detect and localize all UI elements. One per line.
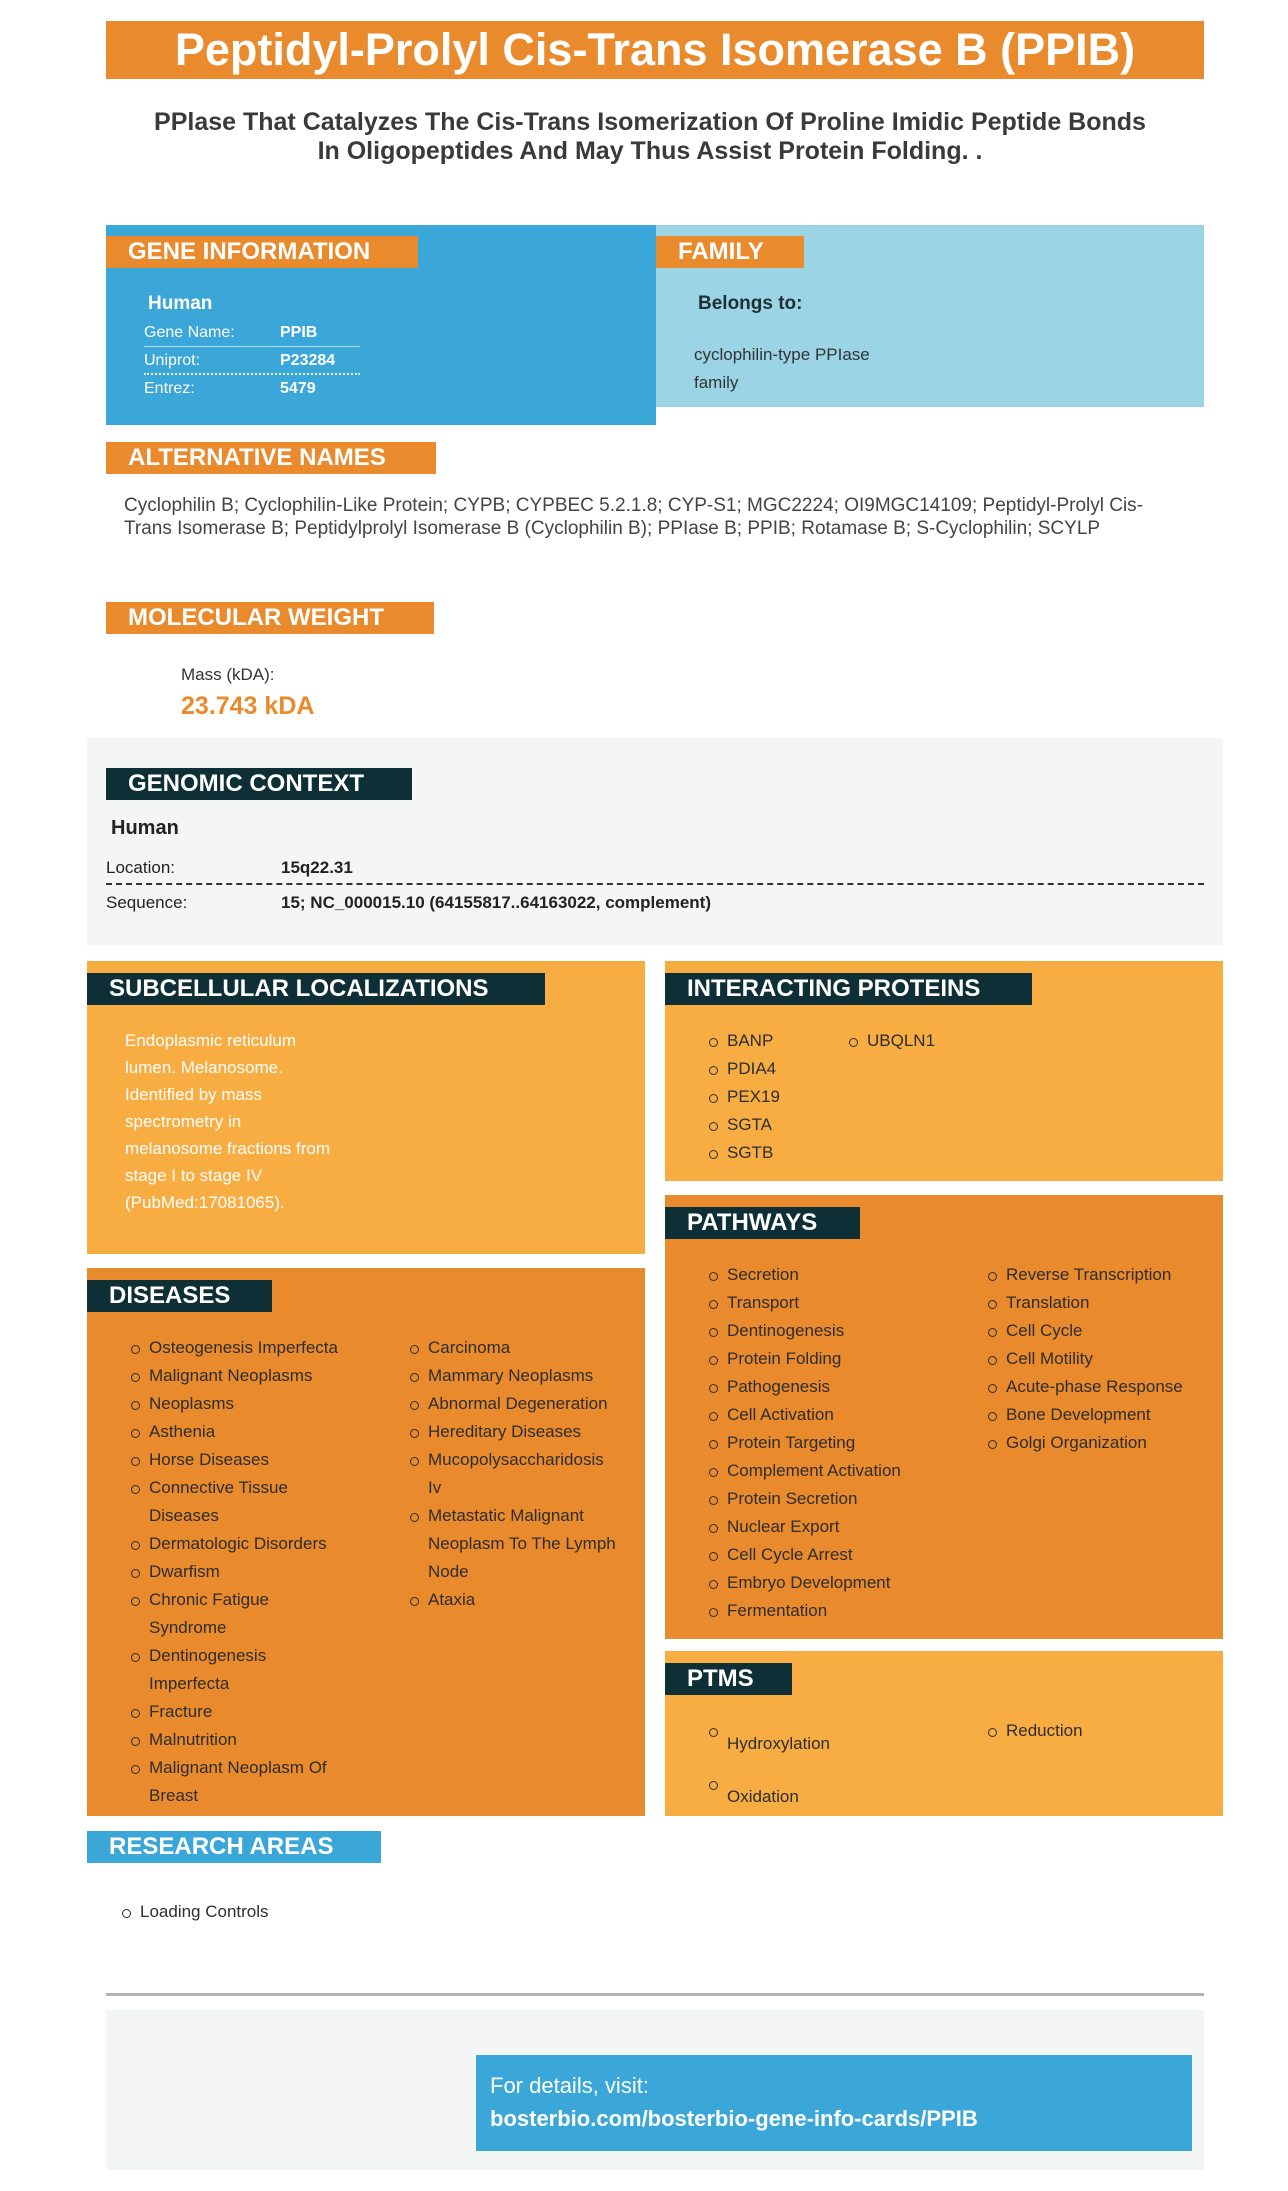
list-item: Metastatic Malignant Neoplasm To The Lymph Node bbox=[408, 1502, 633, 1586]
list-item: PDIA4 bbox=[707, 1055, 780, 1083]
sequence-label: Sequence: bbox=[106, 893, 188, 912]
list-item: SGTB bbox=[707, 1139, 780, 1167]
list-item: Acute-phase Response bbox=[986, 1373, 1183, 1401]
list-item: Horse Diseases bbox=[129, 1446, 379, 1474]
gene-name-row bbox=[144, 319, 360, 347]
list-item: Protein Targeting bbox=[707, 1429, 901, 1457]
list-item: Dentinogenesis Imperfecta bbox=[129, 1642, 314, 1698]
location-row bbox=[106, 851, 1204, 885]
ptms-list-col2 bbox=[986, 1717, 1083, 1745]
list-item: Cell Cycle bbox=[986, 1317, 1183, 1345]
list-item: Ataxia bbox=[408, 1586, 633, 1614]
genomic-context-panel bbox=[87, 738, 1223, 945]
list-item: BANP bbox=[707, 1027, 780, 1055]
interacting-list-col1 bbox=[707, 1027, 780, 1167]
list-item: Abnormal Degeneration bbox=[408, 1390, 633, 1418]
mass-label: Mass (kDA): bbox=[181, 665, 275, 684]
details-url[interactable]: bosterbio.com/bosterbio-gene-info-cards/PPIB bbox=[490, 2106, 978, 2131]
family-belongs-label: Belongs to: bbox=[698, 293, 803, 314]
diseases-panel bbox=[87, 1268, 645, 1816]
list-item: Hereditary Diseases bbox=[408, 1418, 633, 1446]
mass-value: 23.743 kDA bbox=[181, 692, 315, 720]
list-item: Oxidation bbox=[707, 1770, 830, 1823]
list-item: Chronic Fatigue Syndrome bbox=[129, 1586, 314, 1642]
list-item: Complement Activation bbox=[707, 1457, 901, 1485]
ptms-list-col1 bbox=[707, 1717, 830, 1823]
uniprot-value: P23284 bbox=[280, 352, 336, 369]
footer-panel bbox=[106, 2010, 1204, 2170]
ptms-heading: PTMS bbox=[665, 1663, 792, 1695]
page-title: Peptidyl-Prolyl Cis-Trans Isomerase B (PPIB) bbox=[106, 21, 1204, 79]
details-label: For details, visit: bbox=[490, 2073, 649, 2098]
subcellular-panel bbox=[87, 961, 645, 1254]
pathways-list-col2 bbox=[986, 1261, 1183, 1457]
list-item: Dentinogenesis bbox=[707, 1317, 901, 1345]
list-item: Protein Folding bbox=[707, 1345, 901, 1373]
family-heading: FAMILY bbox=[656, 236, 804, 268]
list-item: Malignant Neoplasm Of Breast bbox=[129, 1754, 339, 1810]
interacting-proteins-heading: INTERACTING PROTEINS bbox=[665, 973, 1032, 1005]
list-item: Fermentation bbox=[707, 1597, 901, 1625]
entrez-label: Entrez: bbox=[144, 380, 195, 397]
page-subtitle: PPlase That Catalyzes The Cis-Trans Isomerization Of Proline Imidic Peptide Bonds In Oligopeptides And May Thus Assist Protein Folding. . bbox=[154, 108, 1146, 165]
entrez-value: 5479 bbox=[280, 380, 316, 397]
interacting-list-col2 bbox=[847, 1027, 935, 1055]
footer-divider bbox=[106, 1993, 1204, 1996]
list-item: Carcinoma bbox=[408, 1334, 633, 1362]
uniprot-row bbox=[144, 347, 360, 375]
research-areas-heading: RESEARCH AREAS bbox=[87, 1831, 381, 1863]
list-item: Nuclear Export bbox=[707, 1513, 901, 1541]
list-item: Transport bbox=[707, 1289, 901, 1317]
gene-name-value: PPIB bbox=[280, 324, 318, 341]
list-item: Cell Cycle Arrest bbox=[707, 1541, 901, 1569]
list-item: SGTA bbox=[707, 1111, 780, 1139]
research-areas-list bbox=[120, 1898, 269, 1926]
diseases-list-col1 bbox=[129, 1334, 379, 1810]
alternative-names-text: Cyclophilin B; Cyclophilin-Like Protein; CYPB; CYPBEC 5.2.1.8; CYP-S1; MGC2224; OI9MGC14109; Peptidyl-Prolyl Cis-Trans Isomerase B; Peptidylprolyl Isomerase B (Cyclophilin B); PPIase B; PPIB; Rotamase B; S-Cyclophilin; SCYLP bbox=[124, 495, 1144, 539]
list-item: Osteogenesis Imperfecta bbox=[129, 1334, 379, 1362]
list-item: Embryo Development bbox=[707, 1569, 901, 1597]
list-item: Protein Secretion bbox=[707, 1485, 901, 1513]
entrez-row bbox=[144, 375, 360, 403]
pathways-panel bbox=[665, 1195, 1223, 1639]
list-item: Golgi Organization bbox=[986, 1429, 1183, 1457]
list-item: Dwarfism bbox=[129, 1558, 379, 1586]
location-label: Location: bbox=[106, 858, 175, 877]
list-item: Hydroxylation bbox=[707, 1717, 830, 1770]
interacting-proteins-panel bbox=[665, 961, 1223, 1181]
list-item: Mucopolysaccharidosis Iv bbox=[408, 1446, 618, 1502]
list-item: Pathogenesis bbox=[707, 1373, 901, 1401]
subcellular-heading: SUBCELLULAR LOCALIZATIONS bbox=[87, 973, 545, 1005]
family-value: cyclophilin-type PPIase family bbox=[694, 345, 870, 392]
list-item: Bone Development bbox=[986, 1401, 1183, 1429]
location-value: 15q22.31 bbox=[281, 858, 353, 877]
list-item: Dermatologic Disorders bbox=[129, 1530, 379, 1558]
genomic-context-heading: GENOMIC CONTEXT bbox=[106, 768, 412, 800]
details-link-box[interactable] bbox=[476, 2055, 1192, 2151]
list-item: Malnutrition bbox=[129, 1726, 379, 1754]
ptms-panel bbox=[665, 1651, 1223, 1816]
gene-information-heading: GENE INFORMATION bbox=[106, 236, 418, 268]
molecular-weight-heading: MOLECULAR WEIGHT bbox=[106, 602, 434, 634]
gene-name-label: Gene Name: bbox=[144, 324, 235, 341]
list-item: Reverse Transcription bbox=[986, 1261, 1183, 1289]
genomic-species: Human bbox=[111, 817, 179, 839]
list-item: Cell Motility bbox=[986, 1345, 1183, 1373]
list-item: Malignant Neoplasms bbox=[129, 1362, 379, 1390]
list-item: Connective Tissue Diseases bbox=[129, 1474, 314, 1530]
list-item: Mammary Neoplasms bbox=[408, 1362, 633, 1390]
list-item: Secretion bbox=[707, 1261, 901, 1289]
alternative-names-heading: ALTERNATIVE NAMES bbox=[106, 442, 436, 474]
list-item: Asthenia bbox=[129, 1418, 379, 1446]
subcellular-text: Endoplasmic reticulum lumen. Melanosome. Identified by mass spectrometry in melanosome fractions from stage I to stage IV (PubMed:17081065). bbox=[125, 1031, 331, 1212]
list-item: Loading Controls bbox=[120, 1898, 269, 1926]
diseases-list-col2 bbox=[408, 1334, 633, 1614]
uniprot-label: Uniprot: bbox=[144, 352, 201, 369]
list-item: Reduction bbox=[986, 1717, 1083, 1745]
list-item: Neoplasms bbox=[129, 1390, 379, 1418]
pathways-list-col1 bbox=[707, 1261, 901, 1625]
list-item: PEX19 bbox=[707, 1083, 780, 1111]
diseases-heading: DISEASES bbox=[87, 1280, 272, 1312]
pathways-heading: PATHWAYS bbox=[665, 1207, 860, 1239]
list-item: Translation bbox=[986, 1289, 1183, 1317]
list-item: Cell Activation bbox=[707, 1401, 901, 1429]
sequence-row bbox=[106, 886, 1204, 920]
sequence-value: 15; NC_000015.10 (64155817..64163022, complement) bbox=[281, 893, 712, 912]
list-item: Fracture bbox=[129, 1698, 379, 1726]
list-item: UBQLN1 bbox=[847, 1027, 935, 1055]
gene-species: Human bbox=[148, 293, 213, 314]
